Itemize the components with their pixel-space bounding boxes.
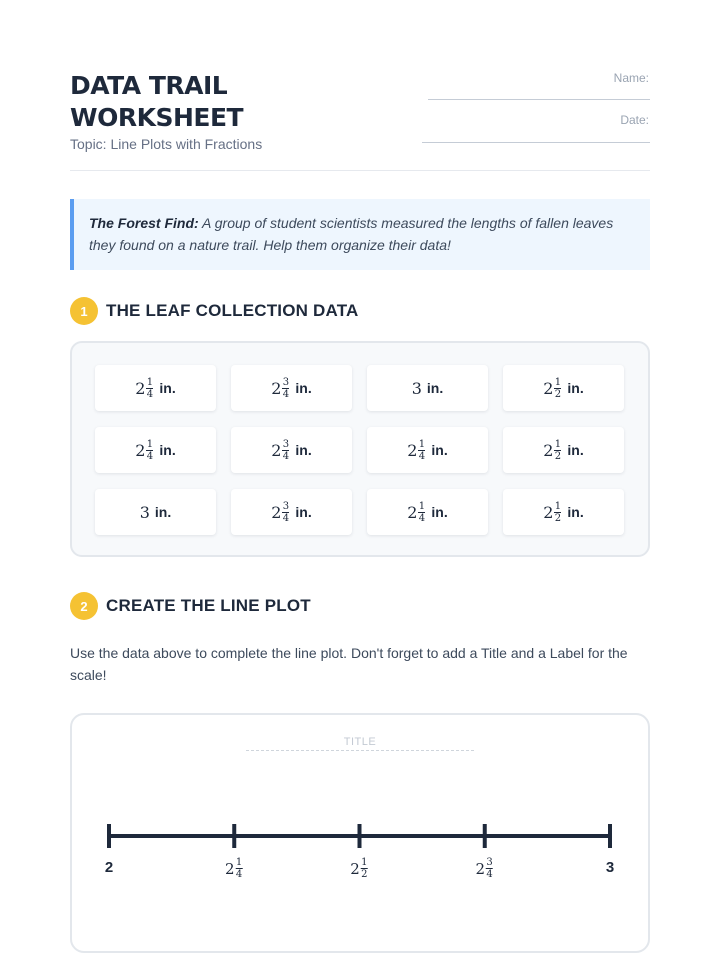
whole-number: 2 (271, 440, 282, 460)
name-label: Name: (613, 71, 649, 85)
denominator: 2 (554, 450, 562, 462)
numerator: 1 (146, 438, 154, 450)
denominator: 2 (361, 869, 368, 880)
callout-lead: The Forest Find: (89, 215, 199, 231)
whole-number: 2 (350, 859, 360, 878)
denominator: 4 (282, 512, 290, 524)
whole-number: 3 (139, 502, 150, 522)
numerator: 1 (146, 376, 154, 388)
denominator: 4 (235, 869, 243, 880)
whole-number: 2 (475, 859, 486, 878)
whole-number: 2 (135, 378, 146, 398)
whole-number: 2 (271, 378, 282, 398)
whole-number: 2 (543, 378, 554, 398)
section-1-badge: 1 (70, 297, 98, 325)
section-2-title: CREATE THE LINE PLOT (106, 596, 311, 615)
unit-label: in. (431, 504, 448, 520)
denominator: 4 (486, 869, 493, 880)
tick-label (225, 857, 244, 880)
tick-label: 3 (605, 859, 615, 876)
numerator: 1 (418, 438, 426, 450)
numerator: 1 (418, 500, 426, 512)
whole-number: 3 (411, 378, 422, 398)
tick-label: 2 (104, 859, 114, 876)
numerator: 3 (486, 857, 493, 868)
fraction (486, 857, 493, 880)
numerator: 3 (282, 500, 290, 512)
denominator: 2 (554, 512, 562, 524)
unit-label: in. (295, 442, 312, 458)
numerator: 1 (554, 376, 562, 388)
whole-number: 2 (543, 502, 554, 522)
unit-label: in. (567, 380, 584, 396)
unit-label: in. (154, 504, 172, 520)
title-line-1: DATA TRAIL (70, 71, 228, 100)
whole-number: 2 (407, 440, 418, 460)
unit-label: in. (426, 380, 444, 396)
denominator: 4 (418, 450, 426, 462)
topic-subtitle: Topic: Line Plots with Fractions (70, 136, 263, 152)
unit-label: in. (295, 504, 312, 520)
tick-label (475, 857, 494, 880)
unit-label: in. (159, 442, 176, 458)
section-2-badge: 2 (70, 592, 98, 620)
denominator: 4 (282, 450, 290, 462)
plot-title-field[interactable]: TITLE (246, 736, 474, 751)
whole-number: 2 (271, 502, 282, 522)
denominator: 4 (146, 450, 154, 462)
denominator: 4 (146, 388, 154, 400)
numerator: 1 (361, 857, 368, 868)
whole-number: 2 (407, 502, 418, 522)
date-label: Date: (620, 113, 649, 127)
numerator: 3 (282, 438, 290, 450)
unit-label: in. (159, 380, 176, 396)
unit-label: in. (431, 442, 448, 458)
denominator: 4 (282, 388, 290, 400)
fraction (361, 857, 368, 880)
plot-instructions: Use the data above to complete the line plot. Don't forget to add a Title and a Label for the scale! (70, 645, 628, 683)
numerator: 1 (554, 438, 562, 450)
whole-number: 2 (543, 440, 554, 460)
denominator: 2 (554, 388, 562, 400)
section-1-title: THE LEAF COLLECTION DATA (106, 301, 359, 320)
unit-label: in. (567, 442, 584, 458)
unit-label: in. (567, 504, 584, 520)
callout-text: A group of student scientists measured the lengths of fallen leaves they found on a nature trail. Help them organize their data! (89, 215, 614, 253)
whole-number: 2 (224, 859, 235, 878)
title-line-2: WORKSHEET (70, 103, 244, 132)
fraction (236, 857, 243, 880)
numerator: 1 (235, 857, 243, 868)
unit-label: in. (295, 380, 312, 396)
numerator: 3 (282, 376, 290, 388)
denominator: 4 (418, 512, 426, 524)
tick-label (350, 857, 369, 880)
whole-number: 2 (135, 440, 146, 460)
numerator: 1 (554, 500, 562, 512)
